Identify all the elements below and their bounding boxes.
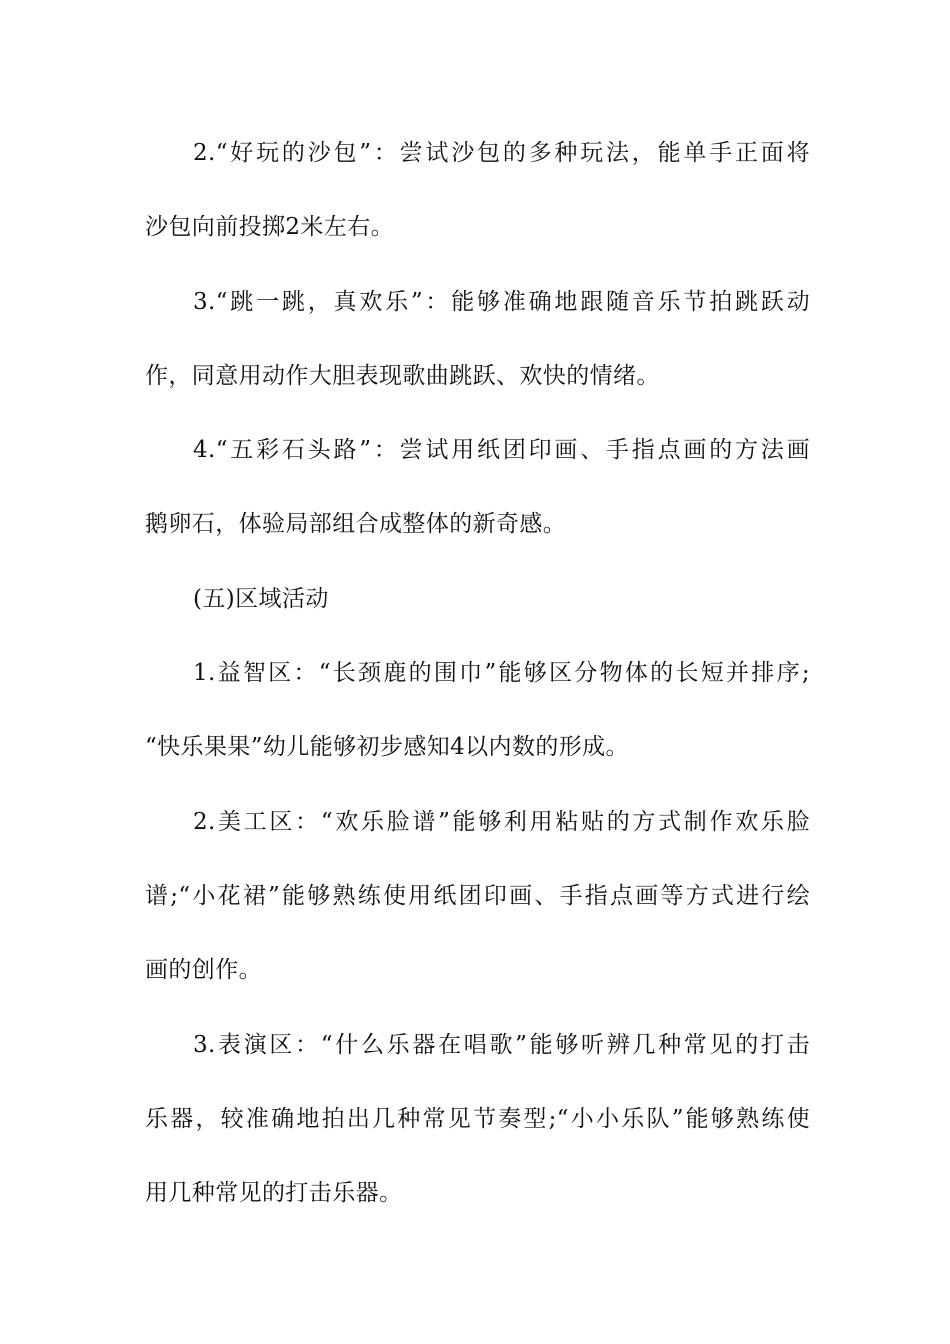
paragraph-line: 谱;“小花裙”能够熟练使用纸团印画、手指点画等方式进行绘 — [145, 883, 810, 909]
paragraph-line: 4.“五彩石头路”：尝试用纸团印画、手指点画的方法画 — [193, 437, 810, 463]
paragraph-line: 乐器，较准确地拍出几种常见节奏型;“小小乐队”能够熟练使 — [145, 1106, 810, 1132]
section-heading: (五)区域活动 — [193, 586, 329, 612]
paragraph-line: “快乐果果”幼儿能够初步感知4以内数的形成。 — [145, 734, 629, 760]
paragraph-line: 用几种常见的打击乐器。 — [145, 1180, 403, 1206]
paragraph-line: 2.美工区：“欢乐脸谱”能够利用粘贴的方式制作欢乐脸 — [193, 809, 810, 835]
paragraph-line: 画的创作。 — [145, 957, 262, 983]
paragraph-line: 3.“跳一跳，真欢乐”：能够准确地跟随音乐节拍跳跃动 — [193, 289, 810, 315]
paragraph-line: 2.“好玩的沙包”：尝试沙包的多种玩法，能单手正面将 — [193, 140, 810, 166]
paragraph-line: 作，同意用动作大胆表现歌曲跳跃、欢快的情绪。 — [145, 363, 660, 389]
paragraph-line: 1.益智区：“长颈鹿的围巾”能够区分物体的长短并排序; — [193, 660, 810, 686]
paragraph-line: 3.表演区：“什么乐器在唱歌”能够听辨几种常见的打击 — [193, 1032, 810, 1058]
paragraph-line: 沙包向前投掷2米左右。 — [145, 214, 395, 240]
paragraph-line: 鹅卵石，体验局部组合成整体的新奇感。 — [145, 511, 567, 537]
